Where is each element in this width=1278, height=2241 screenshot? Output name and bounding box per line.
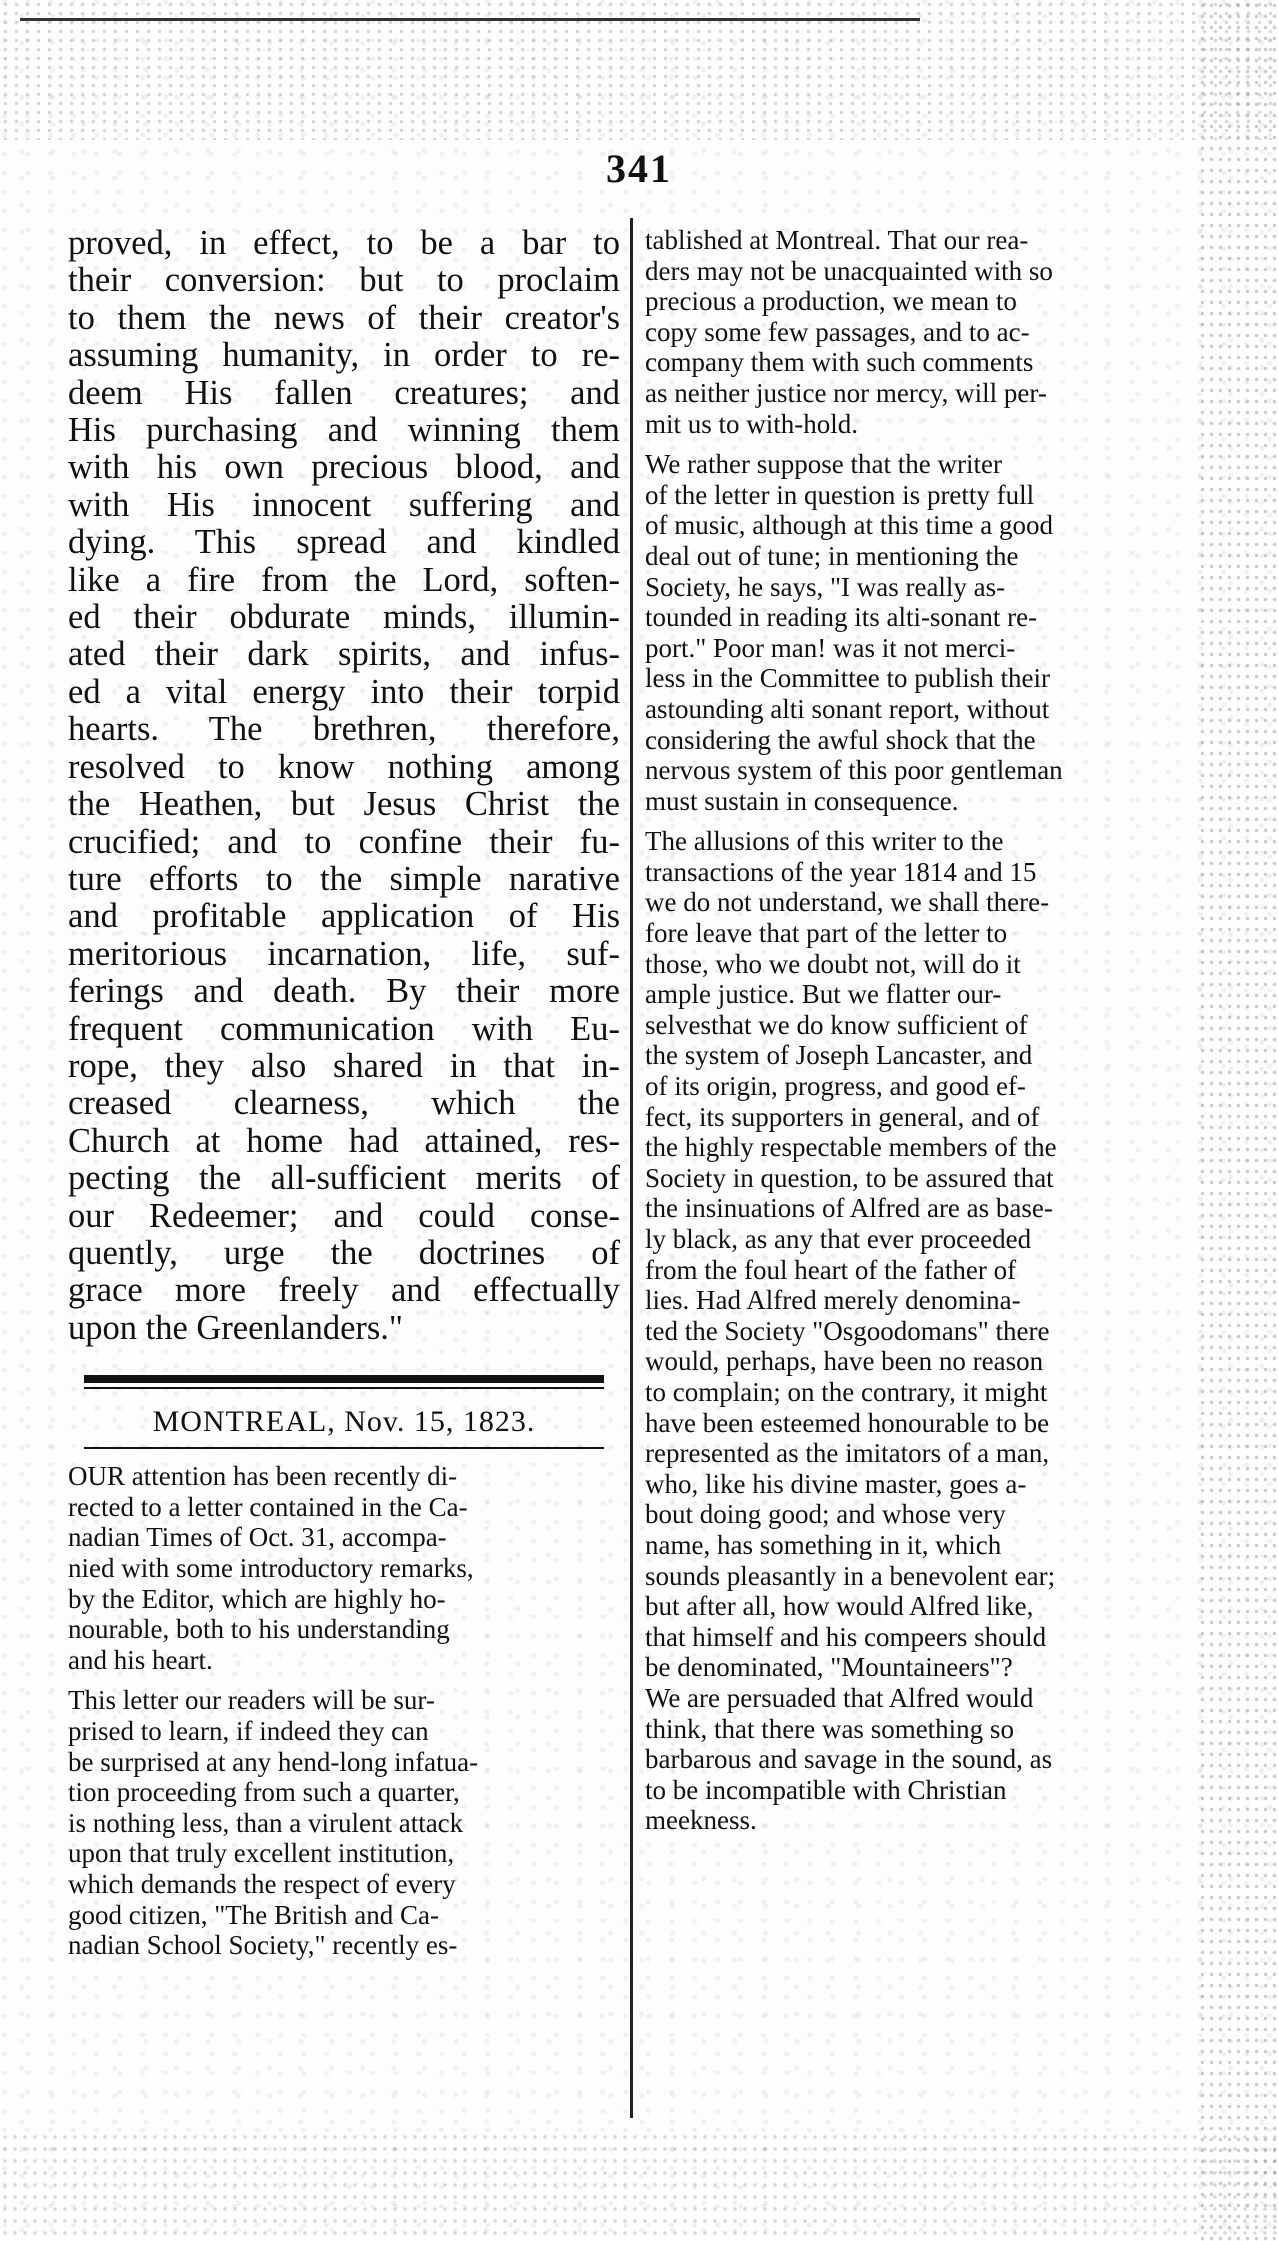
- column-divider: [630, 218, 633, 2118]
- text-line: fore leave that part of the letter to: [645, 918, 1008, 949]
- text-line: bout doing good; and whose very: [645, 1499, 1006, 1530]
- right-paragraph-2: [645, 449, 1185, 816]
- text-line: frequent communication with Eu-: [68, 1009, 620, 1048]
- text-line: hearts. The brethren, therefore,: [68, 710, 620, 749]
- text-line: must sustain in consequence.: [645, 785, 959, 816]
- text-line: proved, in effect, to be a bar to: [68, 224, 620, 262]
- text-line: precious a production, we mean to: [645, 286, 1017, 317]
- paper-noise-top: [0, 0, 1278, 140]
- text-line: of music, although at this time a good: [645, 510, 1053, 541]
- text-line: grace more freely and effectually: [68, 1271, 620, 1310]
- text-line: company them with such comments: [645, 347, 1034, 378]
- text-line: rope, they also shared in that in-: [68, 1046, 620, 1085]
- text-line: OUR attention has been recently di-: [68, 1461, 458, 1492]
- text-line: those, who we doubt not, will do it: [645, 948, 1021, 979]
- text-line: Society in question, to be assured that: [645, 1162, 1054, 1193]
- text-line: tablished at Montreal. That our rea-: [645, 225, 1029, 255]
- text-line: the highly respectable members of the: [645, 1132, 1057, 1163]
- text-line: ed a vital energy into their torpid: [68, 672, 620, 711]
- text-line: mit us to with-hold.: [645, 408, 859, 439]
- text-line: less in the Committee to publish their: [645, 663, 1050, 694]
- text-line: deem His fallen creatures; and: [68, 373, 620, 412]
- text-line: pecting the all-sufficient merits of: [68, 1159, 620, 1198]
- paper-noise-edge: [1198, 0, 1278, 2241]
- text-line: tion proceeding from such a quarter,: [68, 1777, 460, 1808]
- text-line: lies. Had Alfred merely denomina-: [645, 1285, 1021, 1316]
- text-line: meritorious incarnation, life, suf-: [68, 934, 620, 973]
- left-upper-article: [68, 225, 620, 1347]
- text-line: nadian Times of Oct. 31, accompa-: [68, 1522, 447, 1553]
- text-line: ferings and death. By their more: [68, 972, 620, 1011]
- text-line: we do not understand, we shall there-: [645, 887, 1050, 918]
- text-line: Society, he says, "I was really as-: [645, 571, 1006, 602]
- text-line: port." Poor man! was it not merci-: [645, 632, 1016, 663]
- text-line: of its origin, progress, and good ef-: [645, 1071, 1026, 1102]
- text-line: prised to learn, if indeed they can: [68, 1715, 429, 1746]
- text-line: We are persuaded that Alfred would: [645, 1682, 1034, 1713]
- text-line: like a fire from the Lord, soften-: [68, 560, 620, 599]
- text-line: think, that there was something so: [645, 1713, 1014, 1744]
- text-line: rected to a letter contained in the Ca-: [68, 1491, 468, 1522]
- text-line: dying. This spread and kindled: [68, 523, 620, 562]
- text-line: ted the Society "Osgoodomans" there: [645, 1315, 1050, 1346]
- text-line: transactions of the year 1814 and 15: [645, 856, 1037, 887]
- text-line: that himself and his compeers should: [645, 1621, 1047, 1652]
- right-column: [645, 225, 1185, 1836]
- page-number: 341: [606, 146, 672, 191]
- text-line: nadian School Society," recently es-: [68, 1930, 458, 1961]
- text-line: creased clearness, which the: [68, 1084, 620, 1123]
- header-rule: [20, 18, 920, 21]
- text-line: have been esteemed honourable to be: [645, 1407, 1050, 1438]
- text-line: would, perhaps, have been no reason: [645, 1346, 1044, 1377]
- text-line: ders may not be unacquainted with so: [645, 255, 1053, 286]
- text-line: tounded in reading its alti-sonant re-: [645, 602, 1038, 633]
- text-line: ed their obdurate minds, illumin-: [68, 598, 620, 637]
- text-line: represented as the imitators of a man,: [645, 1438, 1050, 1469]
- text-line: astounding alti sonant report, without: [645, 693, 1050, 724]
- text-line: Church at home had attained, res-: [68, 1121, 620, 1160]
- text-line: with His innocent suffering and: [68, 485, 620, 524]
- text-line: to complain; on the contrary, it might: [645, 1376, 1048, 1407]
- text-line: nourable, both to his understanding: [68, 1614, 450, 1645]
- text-line: barbarous and savage in the sound, as: [645, 1744, 1053, 1775]
- text-line: as neither justice nor mercy, will per-: [645, 377, 1047, 408]
- text-line: to be incompatible with Christian: [645, 1774, 1007, 1805]
- text-line: ample justice. But we flatter our-: [645, 979, 1002, 1010]
- right-paragraph-3: [645, 826, 1185, 1836]
- text-line: copy some few passages, and to ac-: [645, 316, 1030, 347]
- text-line: upon the Greenlanders.": [68, 1308, 404, 1347]
- text-line: quently, urge the doctrines of: [68, 1233, 620, 1272]
- text-line: be denominated, "Mountaineers"?: [645, 1652, 1013, 1683]
- text-line: with his own precious blood, and: [68, 448, 620, 487]
- paper-noise-bottom: [0, 2131, 1278, 2241]
- left-paragraph-2: [68, 1685, 620, 1960]
- text-line: and profitable application of His: [68, 897, 620, 936]
- text-line: name, has something in it, which: [645, 1529, 1002, 1560]
- text-line: the system of Joseph Lancaster, and: [645, 1040, 1033, 1071]
- text-line: upon that truly excellent institution,: [68, 1838, 455, 1869]
- text-line: good citizen, "The British and Ca-: [68, 1899, 439, 1930]
- dateline-rule: [84, 1447, 604, 1449]
- text-line: nervous system of this poor gentleman: [645, 755, 1063, 786]
- text-line: and his heart.: [68, 1644, 213, 1675]
- text-line: assuming humanity, in order to re-: [68, 336, 620, 375]
- text-line: but after all, how would Alfred like,: [645, 1591, 1034, 1622]
- left-column: [68, 225, 620, 1961]
- text-line: who, like his divine master, goes a-: [645, 1468, 1027, 1499]
- left-paragraph-1: [68, 1461, 620, 1675]
- text-line: resolved to know nothing among: [68, 747, 620, 786]
- text-line: the insinuations of Alfred are as base-: [645, 1193, 1053, 1224]
- text-line: the Heathen, but Jesus Christ the: [68, 785, 620, 824]
- text-line: be surprised at any hend-long infatua-: [68, 1746, 479, 1777]
- text-line: ated their dark spirits, and infus-: [68, 635, 620, 674]
- dateline: MONTREAL, Nov. 15, 1823.: [152, 1405, 536, 1439]
- text-line: of the letter in question is pretty full: [645, 479, 1035, 510]
- section-double-rule: [84, 1375, 604, 1389]
- text-line: sounds pleasantly in a benevolent ear;: [645, 1560, 1056, 1591]
- text-line: His purchasing and winning them: [68, 411, 620, 450]
- text-line: from the foul heart of the father of: [645, 1254, 1017, 1285]
- text-line: ture efforts to the simple narative: [68, 859, 620, 898]
- text-line: fect, its supporters in general, and of: [645, 1101, 1040, 1132]
- text-line: We rather suppose that the writer: [645, 449, 1002, 480]
- text-line: nied with some introductory remarks,: [68, 1552, 474, 1583]
- text-line: to them the news of their creator's: [68, 298, 620, 337]
- text-line: meekness.: [645, 1805, 757, 1836]
- text-line: ly black, as any that ever proceeded: [645, 1224, 1032, 1254]
- text-line: their conversion: but to proclaim: [68, 261, 620, 300]
- text-line: by the Editor, which are highly ho-: [68, 1583, 446, 1614]
- text-line: considering the awful shock that the: [645, 724, 1036, 755]
- text-line: our Redeemer; and could conse-: [68, 1196, 620, 1235]
- text-line: is nothing less, than a virulent attack: [68, 1807, 464, 1838]
- right-paragraph-1: [645, 225, 1185, 439]
- text-line: which demands the respect of every: [68, 1868, 456, 1899]
- text-line: crucified; and to confine their fu-: [68, 822, 620, 861]
- text-line: This letter our readers will be sur-: [68, 1685, 435, 1716]
- text-line: The allusions of this writer to the: [645, 826, 1004, 857]
- text-line: selvesthat we do know sufficient of: [645, 1009, 1028, 1040]
- text-line: deal out of tune; in mentioning the: [645, 540, 1019, 571]
